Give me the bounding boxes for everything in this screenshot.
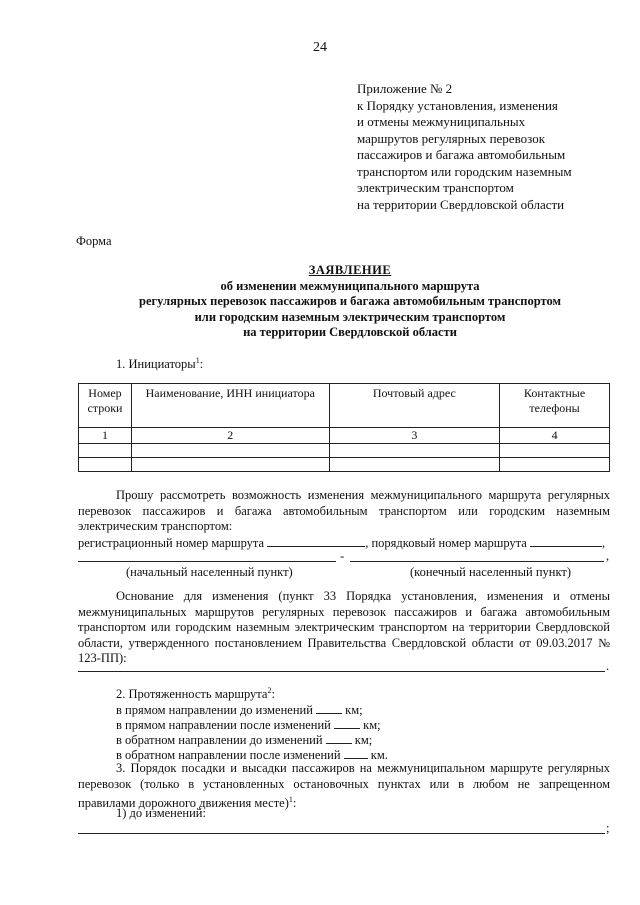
start-point-caption: (начальный населенный пункт) [126, 565, 293, 579]
length-item-label: в прямом направлении после изменений [116, 718, 331, 732]
document-title [60, 263, 640, 341]
seq-number-label: , порядковый номер маршрута [365, 536, 527, 550]
length-item-label: в обратном направлении до изменений [116, 733, 323, 747]
table-cell: 2 [131, 428, 329, 444]
request-paragraph: Прошу рассмотреть возможность изменения межмуниципального маршрута регулярных перевозок пассажиров и багажа автомобильным транспортом или городским наземным электрическим транспортом: [78, 488, 610, 533]
table-cell[interactable] [79, 458, 132, 472]
appendix-line: транспортом или городским наземным [357, 163, 572, 179]
table-cell[interactable] [500, 444, 610, 458]
table-header-cell: Наименование, ИНН инициатора [131, 384, 329, 428]
section-1-label: 1. Инициаторы [116, 357, 196, 372]
dash: - [340, 549, 345, 563]
sub-item-before: 1) до изменений: [116, 806, 206, 820]
section-1-heading [116, 356, 203, 372]
title-line: об изменении межмуниципального маршрута [220, 278, 480, 293]
length-unit: км. [370, 748, 388, 762]
table-cell: 3 [329, 428, 500, 444]
length-field[interactable] [344, 746, 368, 759]
semicolon: ; [606, 821, 610, 835]
table-cell[interactable] [131, 458, 329, 472]
table-cell[interactable] [131, 444, 329, 458]
appendix-line: электрическим транспортом [357, 180, 514, 195]
basis-field[interactable] [78, 671, 605, 672]
table-header-cell: Номер строки [79, 384, 132, 428]
reg-number-field[interactable] [267, 534, 365, 547]
appendix-line: и отмены межмуниципальных [357, 114, 526, 129]
length-item-label: в обратном направлении после изменений [116, 748, 341, 762]
table-header-cell: Почтовый адрес [329, 384, 500, 428]
appendix-line: маршрутов регулярных перевозок [357, 130, 546, 146]
page-number: 24 [313, 40, 327, 55]
section-2-colon: : [271, 687, 275, 702]
appendix-line: Приложение № 2 [357, 81, 453, 96]
length-unit: км; [354, 733, 373, 747]
footnote-marker: 2 [267, 686, 272, 695]
appendix-line: к Порядку установления, изменения [357, 97, 558, 113]
section-3-paragraph [78, 761, 610, 812]
section-2-heading [116, 686, 275, 702]
table-cell[interactable] [329, 458, 500, 472]
table-cell[interactable] [500, 458, 610, 472]
comma: , [606, 549, 610, 563]
seq-number-field[interactable] [530, 534, 602, 547]
basis-paragraph: Основание для изменения (пункт 33 Порядка установления, изменения и отмены межмуниципальных маршрутов регулярных перевозок пассажиров и багажа автомобильным транспортом или городским наземным электрическим транспортом на территории Свердловской области, утвержденного постановлением Правительства Свердловской области от 09.03.2017 № 123-ПП): [78, 589, 610, 665]
title-line: или городским наземным электрическим транспортом [194, 309, 506, 324]
end-point-caption: (конечный населенный пункт) [410, 565, 571, 579]
table-number-row [79, 428, 610, 444]
title-head: ЗАЯВЛЕНИЕ [308, 263, 392, 277]
table-cell: 4 [500, 428, 610, 444]
table-header-cell: Контактные телефоны [500, 384, 610, 428]
appendix-line: на территории Свердловской области [357, 196, 565, 212]
length-field[interactable] [334, 716, 360, 729]
length-field[interactable] [326, 731, 352, 744]
section-3-text: 3. Порядок посадки и высадки пассажиров на межмуниципальном маршруте регулярных перевозок (только в установленных остановочных пунктах или в любом не запрещенном правилами дорожного движения месте) [78, 761, 610, 811]
table-row [79, 458, 610, 472]
appendix-line: пассажиров и багажа автомобильным [357, 147, 566, 162]
title-line: на территории Свердловской области [243, 325, 457, 339]
appendix-block [357, 81, 627, 213]
end-point-field[interactable] [350, 561, 604, 562]
table-cell: 1 [79, 428, 132, 444]
title-line: регулярных перевозок пассажиров и багажа автомобильным транспортом [139, 294, 561, 308]
table-header-row [79, 384, 610, 428]
table-cell[interactable] [329, 444, 500, 458]
length-unit: км; [363, 718, 381, 732]
section-1-colon: : [199, 357, 204, 372]
length-unit: км; [345, 703, 363, 717]
footnote-marker: 1 [195, 356, 200, 365]
length-item-label: в прямом направлении до изменений [116, 703, 313, 717]
length-field[interactable] [316, 701, 342, 714]
start-point-field[interactable] [78, 561, 336, 562]
section-3-colon: : [292, 796, 297, 811]
table-cell[interactable] [79, 444, 132, 458]
reg-number-label: регистрационный номер маршрута [78, 536, 265, 550]
table-row [79, 444, 610, 458]
comma: , [601, 536, 606, 550]
before-field[interactable] [78, 833, 605, 834]
initiators-table [78, 383, 610, 472]
footnote-marker: 1 [288, 795, 293, 804]
form-label: Форма [76, 234, 112, 248]
section-2-label: 2. Протяженность маршрута [116, 687, 268, 702]
period: . [606, 659, 610, 673]
